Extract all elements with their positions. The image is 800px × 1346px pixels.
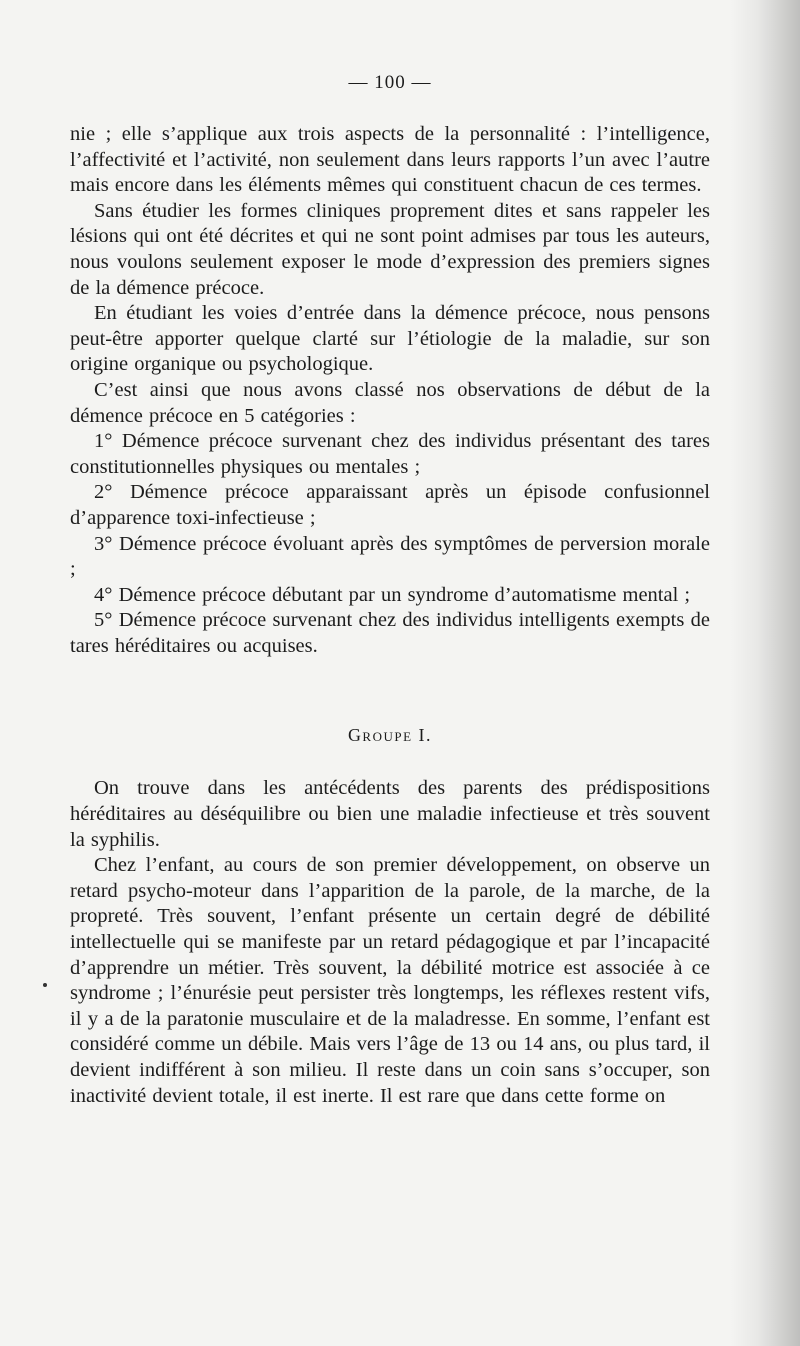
margin-speck bbox=[43, 983, 47, 987]
paragraph-clinical-forms: Sans étudier les formes cliniques proprement dites et sans rappeler les lésions qui ont été décrites et qui ne sont point admises par tous les auteurs, nous voulons seulement exposer le mode d’expression des premiers signes de la démence précoce. bbox=[70, 199, 710, 299]
book-page bbox=[70, 70, 710, 1109]
paragraph-intro: nie ; elle s’applique aux trois aspects de la personnalité : l’intelligence, l’affectivité et l’activité, non seulement dans leurs rapports l’un avec l’autre mais encore dans les éléments mêmes qui constituent chacun de ces termes. bbox=[70, 123, 710, 197]
section-heading: Groupe I. bbox=[347, 725, 433, 746]
page-gutter-shadow bbox=[730, 0, 800, 1346]
list-item: 4° Démence précoce débutant par un syndrome d’automatisme mental ; bbox=[94, 583, 691, 606]
page-number: — 100 — bbox=[348, 72, 432, 93]
list-item: 3° Démence précoce évoluant après des symptômes de perversion morale ; bbox=[70, 532, 710, 581]
paragraph-child-development: Chez l’enfant, au cours de son premier développement, on observe un retard psycho-moteur dans l’apparition de la parole, de la marche, de la propreté. Très souvent, l’enfant présente un certain degré de débilité intellectuelle qui se manifeste par un retard pédagogique et par l’incapacité d’apprendre un métier. Très souvent, la débilité motrice est associée à ce syndrome ; l’énurésie peut persister très longtemps, les réflexes restent vifs, il y a de la paratonie musculaire et de la maladresse. En somme, l’enfant est considéré comme un débile. Mais vers l’âge de 13 ou 14 ans, ou plus tard, il devient indifférent à son milieu. Il reste dans un coin sans s’occuper, son inactivité devient totale, il est inerte. Il est rare que dans cette forme on bbox=[70, 854, 710, 1107]
list-item: 2° Démence précoce apparaissant après un épisode confusionnel d’apparence toxi-infectieuse ; bbox=[70, 481, 710, 529]
list-item: 1° Démence précoce survenant chez des individus présentant des tares constitutionnelles physiques ou mentales ; bbox=[70, 430, 710, 478]
paragraph-etiology: En étudiant les voies d’entrée dans la démence précoce, nous pensons peut-être apporter quelque clarté sur l’étiologie de la maladie, sur son origine organique ou psychologique. bbox=[70, 302, 710, 376]
category-list bbox=[70, 429, 710, 659]
paragraph-antecedents: On trouve dans les antécédents des parents des prédispositions héréditaires au déséquilibre ou bien une maladie infectieuse et très souvent la syphilis. bbox=[70, 777, 710, 851]
list-item: 5° Démence précoce survenant chez des individus intelligents exempts de tares héréditaires ou acquises. bbox=[70, 609, 710, 657]
paragraph-classification: C’est ainsi que nous avons classé nos observations de début de la démence précoce en 5 catégories : bbox=[70, 378, 710, 427]
